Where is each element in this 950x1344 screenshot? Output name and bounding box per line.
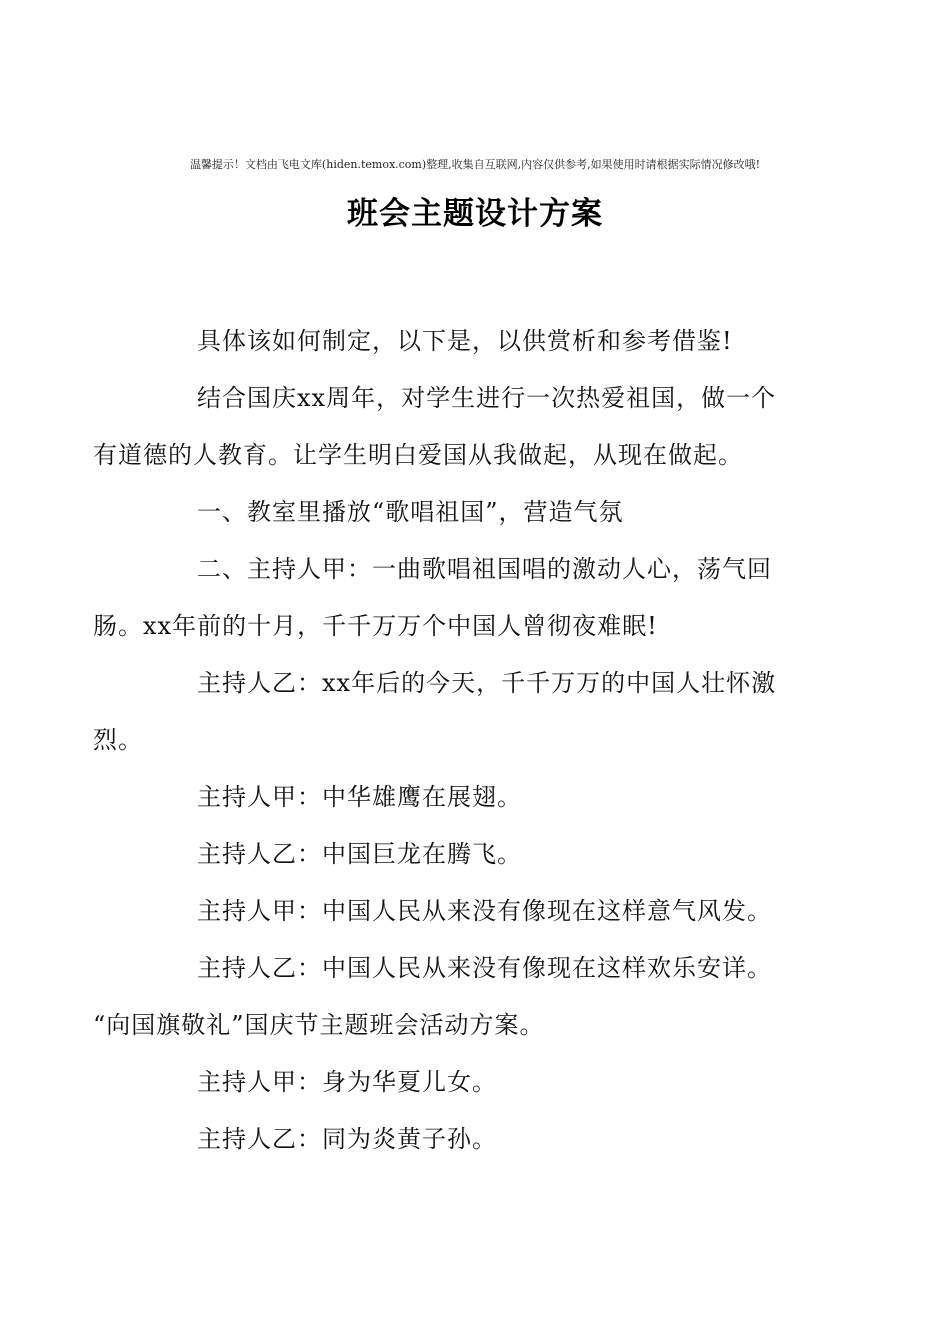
paragraph-line: 主持人乙：xx年后的今天，千千万万的中国人壮怀激 xyxy=(197,669,777,697)
paragraph xyxy=(145,484,810,541)
paragraph-line: 一、教室里播放“歌唱祖国”，营造气氛 xyxy=(197,498,624,526)
paragraph xyxy=(145,1054,810,1111)
paragraph-line: 主持人乙：同为炎黄子孙。 xyxy=(197,1125,497,1153)
paragraph xyxy=(145,313,810,370)
paragraph-line: 肠。xx年前的十月，千千万万个中国人曾彻夜难眠! xyxy=(93,612,658,640)
paragraph-line: 具体该如何制定，以下是，以供赏析和参考借鉴! xyxy=(197,327,733,355)
paragraph-line: 主持人甲：身为华夏儿女。 xyxy=(197,1068,497,1096)
paragraph xyxy=(145,826,810,883)
paragraph xyxy=(145,769,810,826)
paragraph-line: 主持人乙：中国巨龙在腾飞。 xyxy=(197,840,522,868)
paragraph-line: 有道德的人教育。让学生明白爱国从我做起，从现在做起。 xyxy=(93,441,743,469)
paragraph-line: 结合国庆xx周年，对学生进行一次热爱祖国，做一个 xyxy=(197,384,777,412)
document-body xyxy=(93,313,810,1168)
paragraph-line: 二、主持人甲：一曲歌唱祖国唱的激动人心，荡气回 xyxy=(197,555,772,583)
paragraph xyxy=(93,370,810,484)
header-note: 温馨提示！文档由飞电文库(hiden.temox.com)整理,收集自互联网,内容仅供参考,如果使用时请根据实际情况修改哦! xyxy=(189,158,761,171)
paragraph xyxy=(93,655,810,769)
paragraph-line: 烈。 xyxy=(93,726,143,754)
paragraph-line: 主持人甲：中国人民从来没有像现在这样意气风发。 xyxy=(197,897,772,925)
paragraph-line: “向国旗敬礼”国庆节主题班会活动方案。 xyxy=(93,1011,545,1039)
document-title: 班会主题设计方案 xyxy=(347,196,603,232)
paragraph-line: 主持人甲：中华雄鹰在展翅。 xyxy=(197,783,522,811)
paragraph xyxy=(93,541,810,655)
paragraph-line: 主持人乙：中国人民从来没有像现在这样欢乐安详。 xyxy=(197,954,772,982)
paragraph xyxy=(145,1111,810,1168)
paragraph xyxy=(93,940,810,1054)
paragraph xyxy=(145,883,810,940)
